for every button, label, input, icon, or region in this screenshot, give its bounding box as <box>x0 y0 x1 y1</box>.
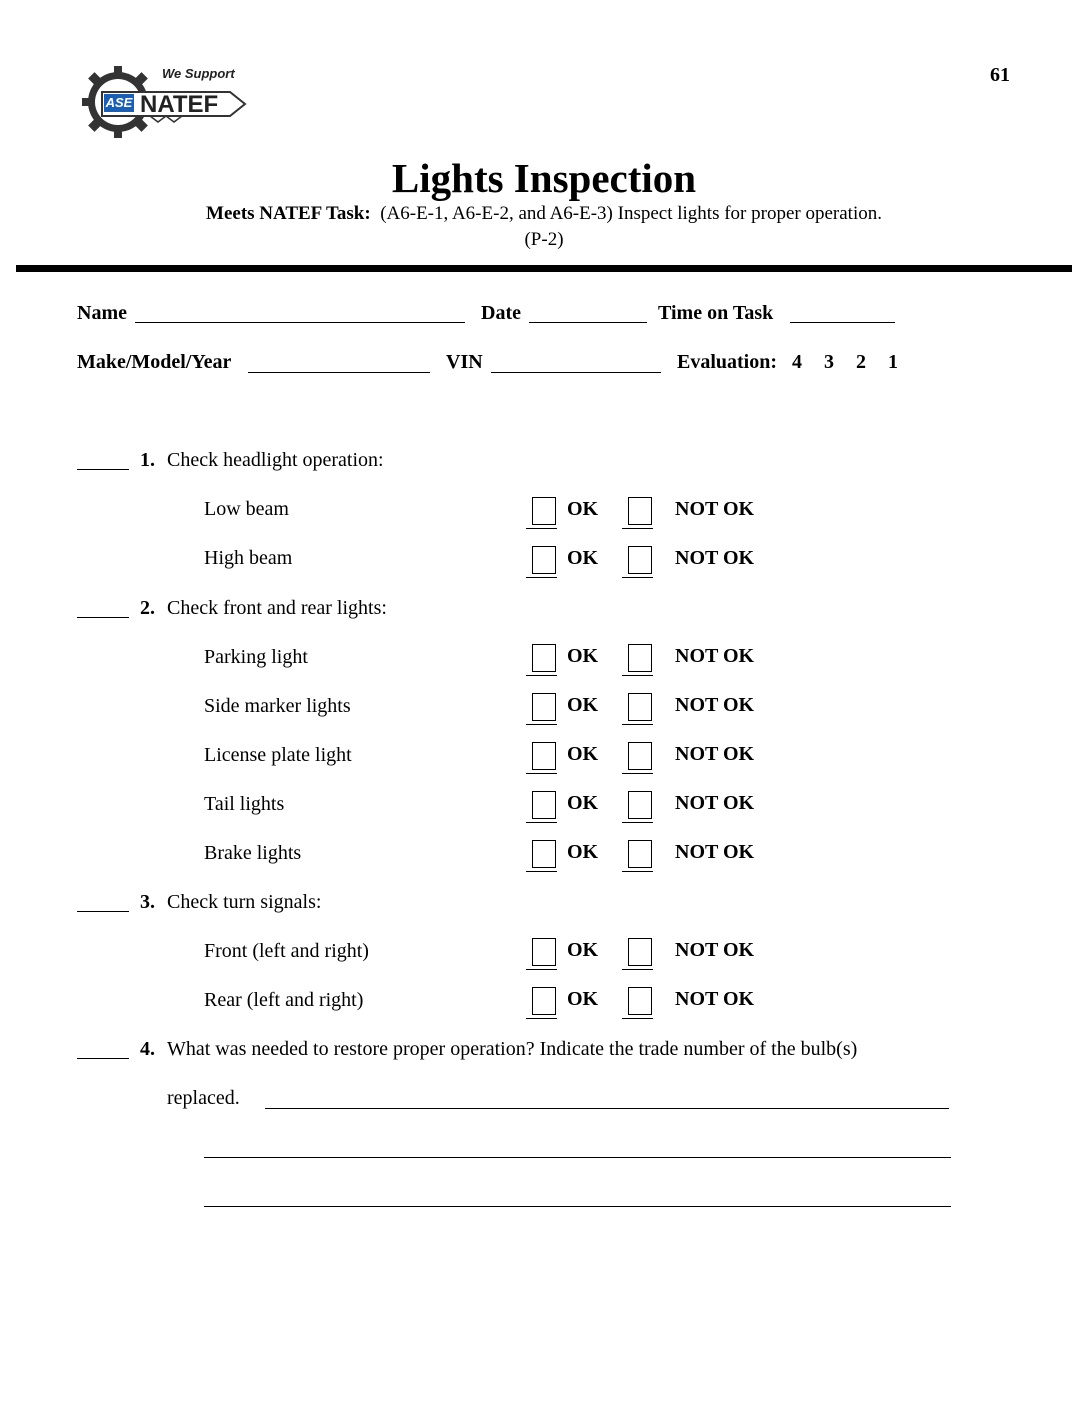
evaluation-score-3[interactable]: 3 <box>824 351 835 373</box>
vin-field[interactable] <box>491 372 661 373</box>
checkbox-underline <box>526 675 557 676</box>
checkbox-underline <box>622 724 653 725</box>
time-on-task-field[interactable] <box>790 322 895 323</box>
item-side-marker-lights: Side marker lights <box>204 695 351 717</box>
tail-lights-not-ok-label: NOT OK <box>675 792 755 814</box>
checkbox-underline <box>622 577 653 578</box>
time-on-task-label: Time on Task <box>658 302 774 324</box>
vin-label: VIN <box>446 351 483 373</box>
step-1-text: Check headlight operation: <box>167 449 384 471</box>
task-label: Meets NATEF Task: <box>206 203 371 224</box>
checkbox-underline <box>526 871 557 872</box>
front-left-and-right-not-ok-checkbox[interactable] <box>622 938 653 970</box>
natef-logo <box>80 64 252 144</box>
item-rear-turn-signals: Rear (left and right) <box>204 989 364 1011</box>
checkbox-square <box>532 742 556 770</box>
item-brake-lights: Brake lights <box>204 842 302 864</box>
step-3-score-blank[interactable] <box>77 911 129 912</box>
item-license-plate-light: License plate light <box>204 744 352 766</box>
checkbox-underline <box>526 528 557 529</box>
rear-left-and-right-ok-checkbox[interactable] <box>526 987 557 1019</box>
checkbox-square <box>532 938 556 966</box>
task-description: (A6-E-1, A6-E-2, and A6-E-3) Inspect lights for proper operation. <box>380 203 882 224</box>
page-title: Lights Inspection <box>391 155 697 201</box>
make-model-year-label: Make/Model/Year <box>77 351 232 373</box>
evaluation-label: Evaluation: <box>677 351 778 373</box>
side-marker-lights-not-ok-checkbox[interactable] <box>622 693 653 725</box>
side-marker-lights-not-ok-label: NOT OK <box>675 694 755 716</box>
step-2-text: Check front and rear lights: <box>167 597 387 619</box>
tail-lights-ok-checkbox[interactable] <box>526 791 557 823</box>
checkbox-square <box>628 791 652 819</box>
name-field[interactable] <box>135 322 465 323</box>
checkbox-square <box>628 546 652 574</box>
step-4-text: What was needed to restore proper operation? Indicate the trade number of the bulb(s) <box>167 1038 858 1060</box>
checkbox-underline <box>526 773 557 774</box>
checkbox-underline <box>526 1018 557 1019</box>
checkbox-underline <box>622 871 653 872</box>
date-field[interactable] <box>529 322 647 323</box>
checkbox-square <box>532 693 556 721</box>
checkbox-underline <box>622 1018 653 1019</box>
task-line <box>0 203 1088 225</box>
brake-lights-not-ok-checkbox[interactable] <box>622 840 653 872</box>
checkbox-square <box>532 546 556 574</box>
high-beam-not-ok-label: NOT OK <box>675 547 755 569</box>
step-1-number: 1. <box>140 449 155 471</box>
checkbox-square <box>532 644 556 672</box>
rear-left-and-right-not-ok-checkbox[interactable] <box>622 987 653 1019</box>
brake-lights-ok-label: OK <box>567 841 599 863</box>
logo-badge-text: ASE <box>105 95 133 110</box>
checkbox-underline <box>622 969 653 970</box>
high-beam-ok-checkbox[interactable] <box>526 546 557 578</box>
checkbox-square <box>628 840 652 868</box>
license-plate-light-ok-checkbox[interactable] <box>526 742 557 774</box>
rear-left-and-right-ok-label: OK <box>567 988 599 1010</box>
evaluation-score-1[interactable]: 1 <box>888 351 899 373</box>
item-front-turn-signals: Front (left and right) <box>204 940 369 962</box>
step-4-continuation: replaced. <box>167 1087 240 1109</box>
task-priority: (P-2) <box>524 229 564 250</box>
high-beam-ok-label: OK <box>567 547 599 569</box>
evaluation <box>677 351 920 374</box>
step-3-number: 3. <box>140 891 155 913</box>
step-2-number: 2. <box>140 597 155 619</box>
checkbox-square <box>532 987 556 1015</box>
brake-lights-ok-checkbox[interactable] <box>526 840 557 872</box>
answer-line-1[interactable] <box>265 1108 949 1109</box>
answer-line-3[interactable] <box>204 1206 951 1207</box>
page-number: 61 <box>990 64 1010 86</box>
make-model-year-field[interactable] <box>248 372 430 373</box>
high-beam-not-ok-checkbox[interactable] <box>622 546 653 578</box>
license-plate-light-not-ok-checkbox[interactable] <box>622 742 653 774</box>
low-beam-not-ok-label: NOT OK <box>675 498 755 520</box>
checkbox-underline <box>622 822 653 823</box>
tail-lights-not-ok-checkbox[interactable] <box>622 791 653 823</box>
checkbox-square <box>628 938 652 966</box>
checkbox-underline <box>622 528 653 529</box>
rear-left-and-right-not-ok-label: NOT OK <box>675 988 755 1010</box>
tail-lights-ok-label: OK <box>567 792 599 814</box>
checkbox-underline <box>622 773 653 774</box>
checkbox-square <box>532 840 556 868</box>
checkbox-underline <box>526 724 557 725</box>
parking-light-ok-checkbox[interactable] <box>526 644 557 676</box>
side-marker-lights-ok-checkbox[interactable] <box>526 693 557 725</box>
evaluation-score-4[interactable]: 4 <box>792 351 803 373</box>
name-label: Name <box>77 302 127 324</box>
brake-lights-not-ok-label: NOT OK <box>675 841 755 863</box>
front-left-and-right-ok-checkbox[interactable] <box>526 938 557 970</box>
evaluation-score-2[interactable]: 2 <box>856 351 867 373</box>
side-marker-lights-ok-label: OK <box>567 694 599 716</box>
low-beam-not-ok-checkbox[interactable] <box>622 497 653 529</box>
step-3-text: Check turn signals: <box>167 891 322 913</box>
checkbox-square <box>532 497 556 525</box>
parking-light-not-ok-checkbox[interactable] <box>622 644 653 676</box>
step-2-score-blank[interactable] <box>77 617 129 618</box>
checkbox-underline <box>526 577 557 578</box>
item-low-beam: Low beam <box>204 498 289 520</box>
step-4-score-blank[interactable] <box>77 1058 129 1059</box>
checkbox-square <box>532 791 556 819</box>
checkbox-underline <box>526 822 557 823</box>
checkbox-square <box>628 987 652 1015</box>
item-high-beam: High beam <box>204 547 293 569</box>
front-left-and-right-ok-label: OK <box>567 939 599 961</box>
license-plate-light-ok-label: OK <box>567 743 599 765</box>
low-beam-ok-label: OK <box>567 498 599 520</box>
answer-line-2[interactable] <box>204 1157 951 1158</box>
checkbox-square <box>628 497 652 525</box>
date-label: Date <box>481 302 521 324</box>
checkbox-square <box>628 644 652 672</box>
license-plate-light-not-ok-label: NOT OK <box>675 743 755 765</box>
item-parking-light: Parking light <box>204 646 308 668</box>
logo-top-text: We Support <box>162 66 235 81</box>
checkbox-underline <box>622 675 653 676</box>
front-left-and-right-not-ok-label: NOT OK <box>675 939 755 961</box>
logo-brand-text: NATEF <box>140 91 219 118</box>
low-beam-ok-checkbox[interactable] <box>526 497 557 529</box>
parking-light-not-ok-label: NOT OK <box>675 645 755 667</box>
checkbox-square <box>628 693 652 721</box>
item-tail-lights: Tail lights <box>204 793 285 815</box>
parking-light-ok-label: OK <box>567 645 599 667</box>
step-1-score-blank[interactable] <box>77 469 129 470</box>
header-divider <box>16 265 1072 272</box>
step-4-number: 4. <box>140 1038 155 1060</box>
checkbox-square <box>628 742 652 770</box>
checkbox-underline <box>526 969 557 970</box>
